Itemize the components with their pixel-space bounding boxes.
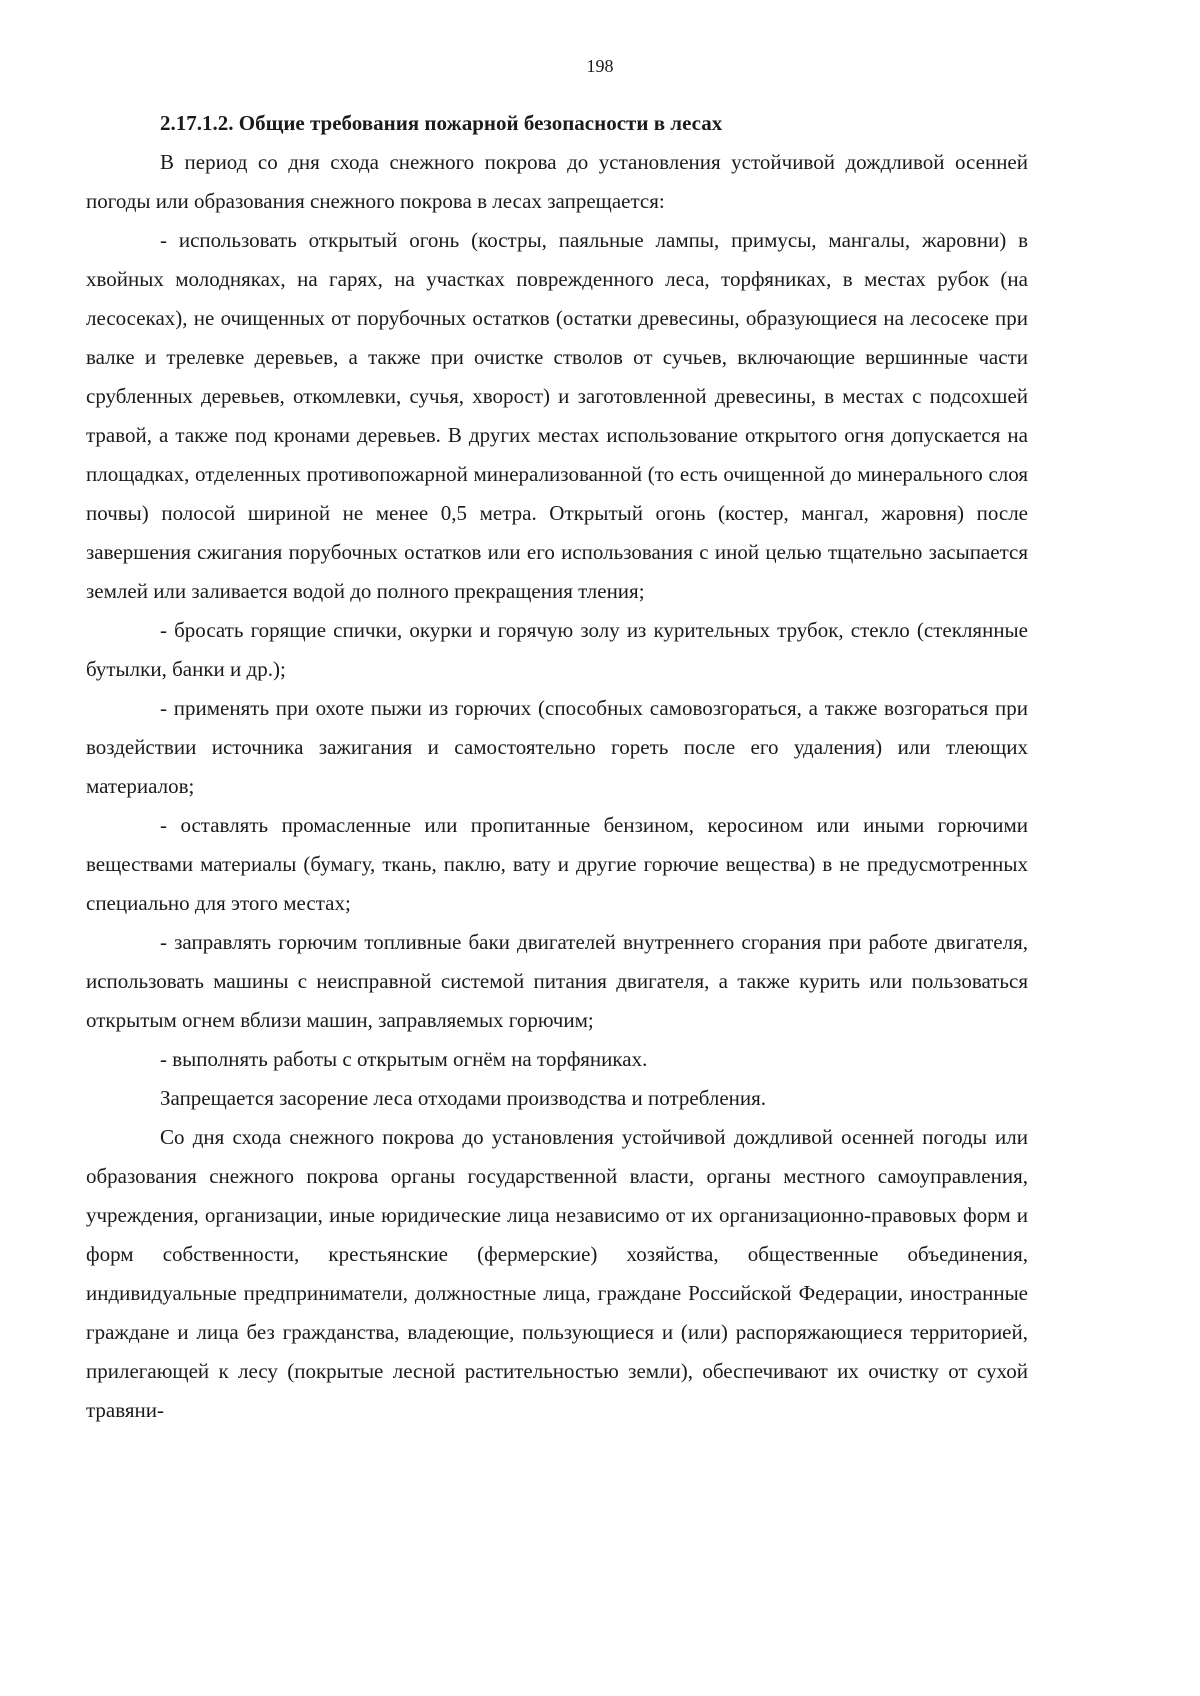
paragraph-refueling: - заправлять горючим топливные баки двигателей внутреннего сгорания при работе двигателя, использовать машины с неисправной системой питания двигателя, а также курить или пользоваться открытым огнем вблизи машин, заправляемых горючим; bbox=[86, 930, 1028, 1032]
page-number: 198 bbox=[586, 56, 614, 76]
paragraph-hunting: - применять при охоте пыжи из горючих (способных самовозгораться, а также возгораться при воздействии источника зажигания и самостоятельно гореть после его удаления) или тлеющих материалов; bbox=[86, 696, 1028, 798]
paragraph-open-fire: - использовать открытый огонь (костры, паяльные лампы, примусы, мангалы, жаровни) в хвойных молодняках, на гарях, на участках поврежденного леса, торфяниках, в местах рубок (на лесосеках), не очищенных от порубочных остатков (остатки древесины, образующиеся на лесосеке при валке и трелевке деревьев, а также при очистке стволов от сучьев, включающие вершинные части срубленных деревьев, откомлевки, сучья, хворост) и заготовленной древесины, в местах с подсохшей травой, а также под кронами деревьев. В других местах использование открытого огня допускается на площадках, отделенных противопожарной минерализованной (то есть очищенной до минерального слоя почвы) полосой шириной не менее 0,5 метра. Открытый огонь (костер, мангал, жаровня) после завершения сжигания порубочных остатков или его использования с иной целью тщательно засыпается землей или заливается водой до полного прекращения тления; bbox=[86, 228, 1028, 603]
paragraph-peat-works: - выполнять работы с открытым огнём на торфяниках. bbox=[160, 1047, 648, 1071]
paragraph-oily-materials: - оставлять промасленные или пропитанные бензином, керосином или иными горючими веществами материалы (бумагу, ткань, паклю, вату и другие горючие вещества) в не предусмотренных специально для этого местах; bbox=[86, 813, 1028, 915]
paragraph-cleaning-duty: Со дня схода снежного покрова до установления устойчивой дождливой осенней погоды или образования снежного покрова органы государственной власти, органы местного самоуправления, учреждения, организации, иные юридические лица независимо от их организационно-правовых форм и форм собственности, крестьянские (фермерские) хозяйства, общественные объединения, индивидуальные предприниматели, должностные лица, граждане Российской Федерации, иностранные граждане и лица без гражданства, владеющие, пользующиеся и (или) распоряжающиеся территорией, прилегающей к лесу (покрытые лесной растительностью земли), обеспечивают их очистку от сухой травяни- bbox=[86, 1125, 1028, 1422]
paragraph-matches: - бросать горящие спички, окурки и горячую золу из курительных трубок, стекло (стеклянные бутылки, банки и др.); bbox=[86, 618, 1028, 681]
paragraph-intro: В период со дня схода снежного покрова до установления устойчивой дождливой осенней погоды или образования снежного покрова в лесах запрещается: bbox=[86, 150, 1028, 213]
paragraph-littering: Запрещается засорение леса отходами производства и потребления. bbox=[160, 1086, 767, 1110]
document-body bbox=[86, 104, 1028, 1430]
section-title: 2.17.1.2. Общие требования пожарной безопасности в лесах bbox=[160, 111, 723, 135]
